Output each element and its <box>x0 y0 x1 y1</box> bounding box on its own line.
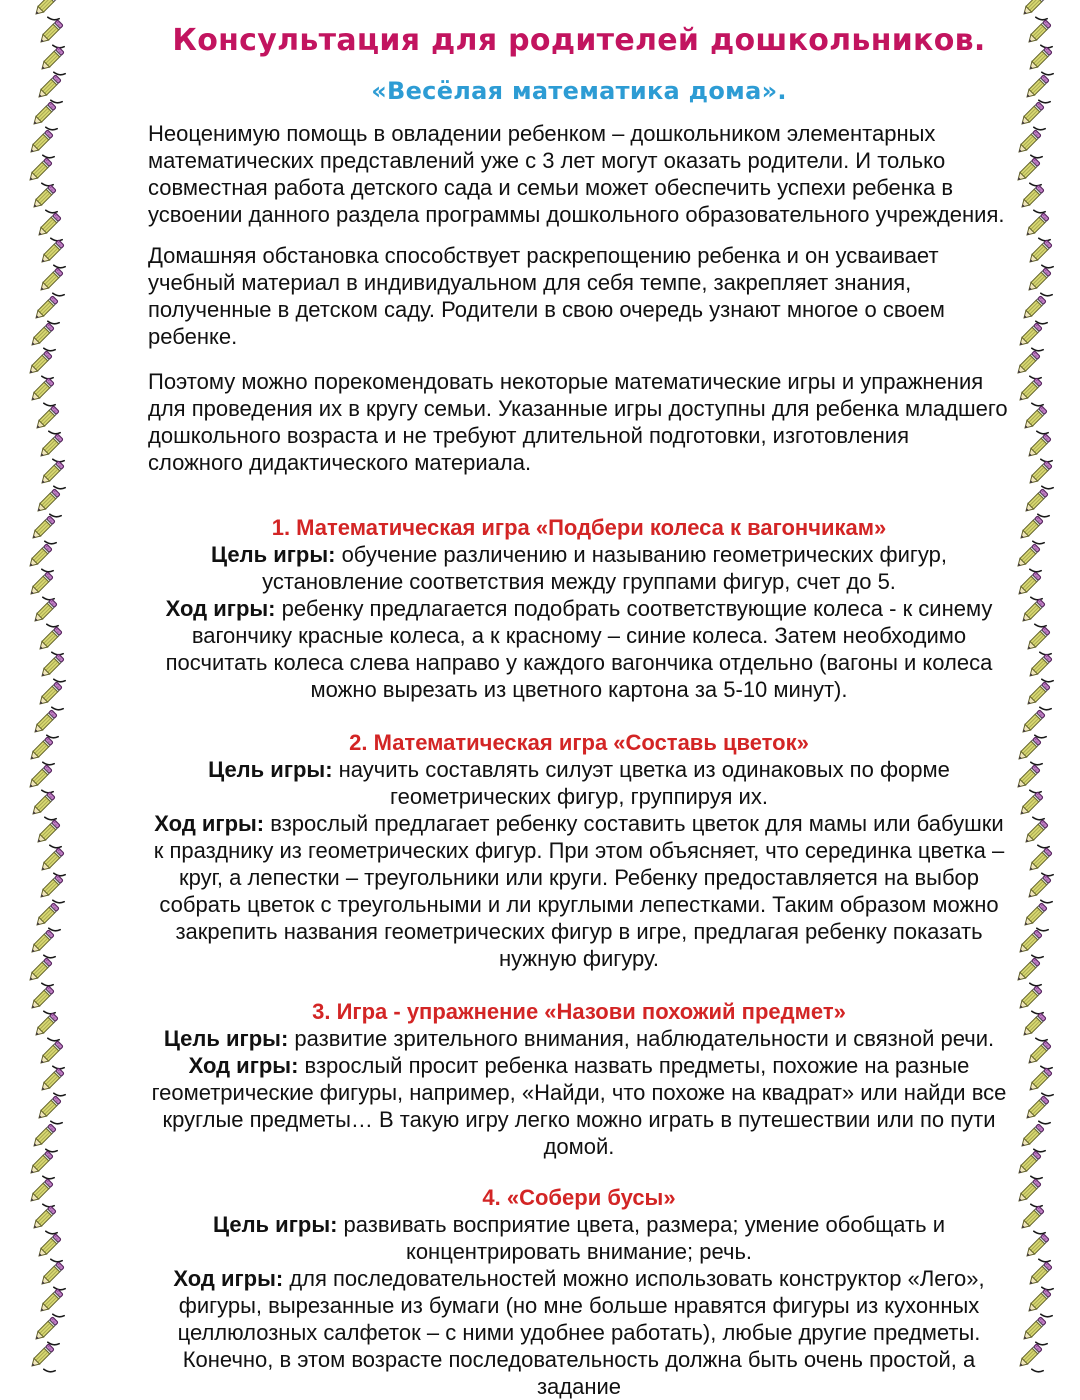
pencil-icon <box>26 1120 60 1154</box>
pencil-icon <box>30 485 64 519</box>
pencil-icon <box>32 623 66 657</box>
goal-label: Цель игры: <box>213 1212 338 1237</box>
goal-label: Цель игры: <box>208 757 333 782</box>
pencil-icon <box>26 98 60 132</box>
game-steps-2 <box>148 810 1010 972</box>
pencil-icon <box>1022 1258 1056 1292</box>
pencil-icon <box>1016 1313 1050 1347</box>
goal-text: развитие зрительного внимания, наблюдательности и связной речи. <box>288 1026 995 1051</box>
game-section-4 <box>148 1184 1010 1400</box>
pencil-icon <box>1013 512 1047 546</box>
game-section-1 <box>148 514 1010 703</box>
game-heading-4: 4. «Собери бусы» <box>482 1185 676 1210</box>
pencil-icon <box>31 1230 65 1264</box>
steps-text: для последовательностей можно использовать конструктор «Лего», фигуры, вырезанные из бумаги (но мне больше нравятся фигуры из кухонных целлюлозных салфеток – с ними удобнее работать), любые другие предметы. Конечно, в этом возрасте последовательность должна быть очень простой, а задание <box>177 1266 985 1399</box>
steps-label: Ход игры: <box>165 596 276 621</box>
pencil-icon <box>1021 264 1055 298</box>
game-goal-2 <box>148 756 1010 810</box>
pencil-border-right <box>1008 0 1072 1363</box>
pencil-icon <box>30 816 64 850</box>
pencil-icon <box>28 0 62 22</box>
pencil-icon <box>34 236 68 270</box>
pencil-icon <box>29 402 63 436</box>
pencil-icon <box>1014 181 1048 215</box>
pencil-icon <box>1020 678 1054 712</box>
pencil-icon <box>1014 1202 1048 1236</box>
pencil-icon <box>34 1064 68 1098</box>
pencil-icon <box>34 43 68 77</box>
pencil-icon <box>31 209 65 243</box>
pencil-icon <box>26 181 60 215</box>
pencil-icon <box>28 292 62 326</box>
goal-text: развивать восприятие цвета, размера; умение обобщать и концентрировать внимание; речь. <box>337 1212 945 1264</box>
goal-text: обучение различению и называнию геометрических фигур, установление соответствия между группами фигур, счет до 5. <box>262 542 947 594</box>
pencil-icon <box>24 982 58 1016</box>
document-page <box>148 0 1010 1400</box>
pencil-icon <box>1012 319 1046 353</box>
pencil-icon <box>23 568 57 602</box>
pencil-icon <box>1021 16 1055 50</box>
pencil-icon <box>23 126 57 160</box>
pencil-icon <box>22 540 56 574</box>
steps-text: взрослый предлагает ребенку составить цветок для мамы или бабушки к празднику из геометрических фигур. При этом объясняет, что серединка цветка – круг, а лепестки – треугольники или круги. Ребенку предоставляется на выбор собрать цветок с треугольными и ли круглыми лепестками. Таким образом можно закрепить названия геометрических фигур в игре, предлагая ребенку показать нужную фигуру. <box>153 811 1005 971</box>
pencil-icon <box>1013 788 1047 822</box>
pencil-icon <box>1021 1037 1055 1071</box>
page-subtitle: «Весёлая математика дома». <box>371 77 787 105</box>
pencil-icon <box>1019 209 1053 243</box>
steps-label: Ход игры: <box>173 1266 284 1291</box>
steps-text: взрослый просит ребенка назвать предметы, похожие на разные геометрические фигуры, например, «Найди, что похоже на квадрат» или найди все круглые предметы… В такую игру легко можно играть в путешествии или по пути домой. <box>151 1053 1007 1159</box>
steps-label: Ход игры: <box>154 811 265 836</box>
pencil-icon <box>34 1258 68 1292</box>
goal-text: научить составлять силуэт цветка из одинаковых по форме геометрических фигур, группируя их. <box>332 757 950 809</box>
game-goal-1 <box>148 541 1010 595</box>
pencil-icon <box>27 595 61 629</box>
game-goal-3 <box>148 1025 1010 1052</box>
pencil-border-left <box>20 0 84 1363</box>
pencil-icon <box>1011 126 1045 160</box>
game-goal-4 <box>148 1211 1010 1265</box>
pencil-icon <box>23 1147 57 1181</box>
intro-paragraph-2: Домашняя обстановка способствует раскрепощению ребенка и он усваивает учебный материал в индивидуальном для себя темпе, закрепляет знания, полученные в детском саду. Родители в свою очередь узнают многое о своем ребенке. <box>148 243 945 349</box>
pencil-icon <box>24 374 58 408</box>
pencil-icon <box>33 871 67 905</box>
pencil-icon <box>24 1340 58 1374</box>
pencil-icon <box>1010 540 1044 574</box>
pencil-icon <box>1015 595 1049 629</box>
game-heading-3: 3. Игра - упражнение «Назови похожий предмет» <box>312 999 846 1024</box>
pencil-icon <box>31 1092 65 1126</box>
pencil-icon <box>1017 402 1051 436</box>
pencil-icon <box>34 844 68 878</box>
pencil-icon <box>33 1285 67 1319</box>
pencil-icon <box>28 1009 62 1043</box>
goal-label: Цель игры: <box>163 1026 289 1051</box>
pencil-icon <box>1018 816 1052 850</box>
pencil-icon <box>1010 761 1044 795</box>
pencil-icon <box>1018 485 1052 519</box>
pencil-icon <box>1021 871 1055 905</box>
pencil-icon <box>26 1202 60 1236</box>
pencil-icon <box>1019 1092 1053 1126</box>
pencil-icon <box>1010 154 1044 188</box>
pencil-icon <box>1010 954 1044 988</box>
pencil-icon <box>22 761 56 795</box>
pencil-icon <box>24 926 58 960</box>
pencil-icon <box>1016 292 1050 326</box>
pencil-icon <box>23 733 57 767</box>
pencil-icon <box>22 347 56 381</box>
pencil-icon <box>1016 0 1050 22</box>
pencil-icon <box>1021 430 1055 464</box>
pencil-icon <box>23 1175 57 1209</box>
pencil-icon <box>33 430 67 464</box>
pencil-icon <box>1015 706 1049 740</box>
pencil-icon <box>1022 1064 1056 1098</box>
pencil-icon <box>1012 1340 1046 1374</box>
pencil-icon <box>1019 71 1053 105</box>
pencil-icon <box>1010 347 1044 381</box>
steps-text: ребенку предлагается подобрать соответствующие колеса - к синему вагончику красные колеса, а к красному – синие колеса. Затем необходимо посчитать колеса слева направо у каждого вагончика отдельно (вагоны и колеса можно вырезать из цветного картона за 5-10 минут). <box>165 596 993 702</box>
pencil-icon <box>22 954 56 988</box>
pencil-icon <box>1011 1147 1045 1181</box>
intro-paragraph-3: Поэтому можно порекомендовать некоторые математические игры и упражнения для проведения их в кругу семьи. Указанные игры доступны для ребенка младшего дошкольного возраста и не требуют длительной подготовки, изготовления сложного дидактического материала. <box>148 369 1008 475</box>
pencil-icon <box>1020 623 1054 657</box>
pencil-icon <box>1022 650 1056 684</box>
pencil-icon <box>1022 236 1056 270</box>
pencil-icon <box>33 1037 67 1071</box>
pencil-icon <box>1011 1175 1045 1209</box>
pencil-icon <box>1016 1009 1050 1043</box>
pencil-icon <box>1011 733 1045 767</box>
pencil-icon <box>34 650 68 684</box>
pencil-icon <box>1017 899 1051 933</box>
pencil-icon <box>1014 98 1048 132</box>
pencil-icon <box>27 706 61 740</box>
game-section-2 <box>148 729 1010 972</box>
pencil-icon <box>1022 457 1056 491</box>
pencil-icon <box>1012 982 1046 1016</box>
pencil-icon <box>1021 1285 1055 1319</box>
game-steps-4 <box>148 1265 1010 1400</box>
page-title: Консультация для родителей дошкольников. <box>172 23 986 58</box>
pencil-icon <box>25 788 59 822</box>
pencil-icon <box>24 319 58 353</box>
game-heading-2: 2. Математическая игра «Составь цветок» <box>349 730 809 755</box>
pencil-icon <box>1022 844 1056 878</box>
pencil-icon <box>33 16 67 50</box>
pencil-icon <box>1019 1230 1053 1264</box>
pencil-icon <box>1022 43 1056 77</box>
game-steps-3 <box>148 1052 1010 1160</box>
pencil-icon <box>22 154 56 188</box>
pencil-icon <box>1014 1120 1048 1154</box>
pencil-icon <box>34 457 68 491</box>
game-steps-1 <box>148 595 1010 703</box>
pencil-icon <box>25 512 59 546</box>
intro-paragraph-1: Неоценимую помощь в овладении ребенком – дошкольником элементарных математических представлений уже с 3 лет могут оказать родители. И только совместная работа детского сада и семьи может обеспечить успехи ребенка в усвоении данного раздела программы дошкольного образовательного учреждения. <box>148 121 1005 227</box>
pencil-icon <box>32 678 66 712</box>
game-heading-1: 1. Математическая игра «Подбери колеса к вагончикам» <box>271 515 887 540</box>
pencil-icon <box>29 899 63 933</box>
steps-label: Ход игры: <box>188 1053 299 1078</box>
pencil-icon <box>31 71 65 105</box>
pencil-icon <box>33 264 67 298</box>
pencil-icon <box>1012 374 1046 408</box>
pencil-icon <box>1011 568 1045 602</box>
game-section-3 <box>148 998 1010 1160</box>
goal-label: Цель игры: <box>211 542 336 567</box>
pencil-icon <box>28 1313 62 1347</box>
pencil-icon <box>1012 926 1046 960</box>
